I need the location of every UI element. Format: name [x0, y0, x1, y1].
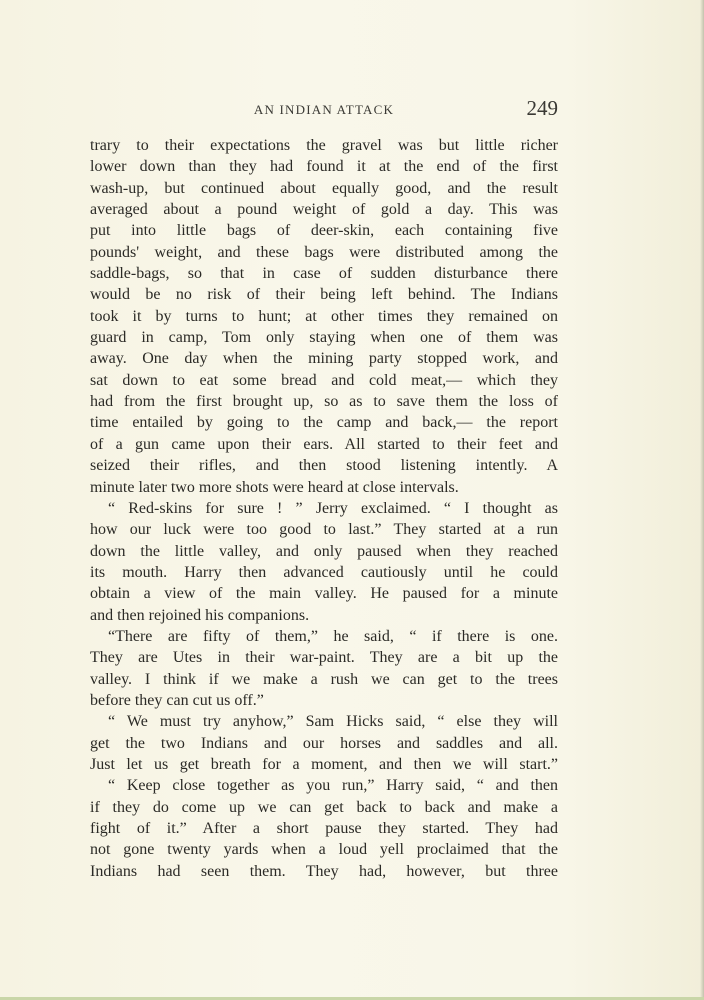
text-line: if they do come up we can get back to back and make a: [90, 798, 558, 816]
text-line: had from the first brought up, so as to save them the loss of: [90, 393, 558, 411]
text-line: minute later two more shots were heard at close intervals.: [90, 478, 459, 496]
text-line: “ We must try anyhow,” Sam Hicks said, “ else they will: [108, 713, 558, 731]
text-line: “ Keep close together as you run,” Harry said, “ and then: [108, 777, 558, 795]
text-line: and then rejoined his companions.: [90, 606, 310, 624]
text-line: averaged about a pound weight of gold a day. This was: [90, 201, 558, 219]
text-line: sat down to eat some bread and cold meat,— which they: [90, 371, 558, 389]
text-line: valley. I think if we make a rush we can get to the trees: [90, 670, 558, 688]
text-line: away. One day when the mining party stopped work, and: [90, 350, 558, 368]
text-line: pounds' weight, and these bags were distributed among the: [90, 243, 558, 261]
text-line: not gone twenty yards when a loud yell proclaimed that the: [90, 841, 558, 859]
text-line: seized their rifles, and then stood listening intently. A: [90, 457, 558, 475]
page-edge-shadow: [700, 0, 704, 1000]
text-line: time entailed by going to the camp and back,— the report: [90, 414, 558, 432]
text-line: fight of it.” After a short pause they started. They had: [90, 820, 558, 837]
text-line: trary to their expectations the gravel was but little richer: [90, 137, 558, 154]
text-line: took it by turns to hunt; at other times they remained on: [90, 307, 558, 325]
text-line: before they can cut us off.”: [90, 691, 264, 709]
text-line: wash-up, but continued about equally good, and the result: [90, 179, 558, 197]
text-line: obtain a view of the main valley. He paused for a minute: [90, 585, 558, 603]
text-line: how our luck were too good to last.” They started at a run: [90, 521, 558, 539]
page-number: 249: [526, 96, 558, 120]
text-line: down the little valley, and only paused when they reached: [90, 542, 558, 560]
body-text: [90, 135, 558, 882]
running-head: AN INDIAN ATTACK: [253, 102, 395, 117]
text-line: put into little bags of deer-skin, each containing five: [90, 222, 558, 240]
text-line: its mouth. Harry then advanced cautiously until he could: [90, 563, 558, 581]
text-line: of a gun came upon their ears. All started to their feet and: [90, 435, 558, 453]
text-line: lower down than they had found it at the end of the first: [90, 158, 558, 176]
text-line: They are Utes in their war-paint. They are a bit up the: [90, 649, 558, 667]
text-line: Just let us get breath for a moment, and then we will start.”: [90, 755, 558, 773]
page-header: [90, 96, 558, 126]
text-line: saddle-bags, so that in case of sudden disturbance there: [90, 265, 558, 283]
text-line: guard in camp, Tom only staying when one of them was: [90, 329, 558, 347]
text-line: get the two Indians and our horses and saddles and all.: [90, 734, 558, 752]
text-line: “ Red-skins for sure ! ” Jerry exclaimed. “ I thought as: [108, 499, 558, 517]
text-line: “There are fifty of them,” he said, “ if there is one.: [108, 627, 558, 645]
text-line: Indians had seen them. They had, however, but three: [90, 862, 558, 880]
text-line: would be no risk of their being left behind. The Indians: [90, 286, 558, 304]
